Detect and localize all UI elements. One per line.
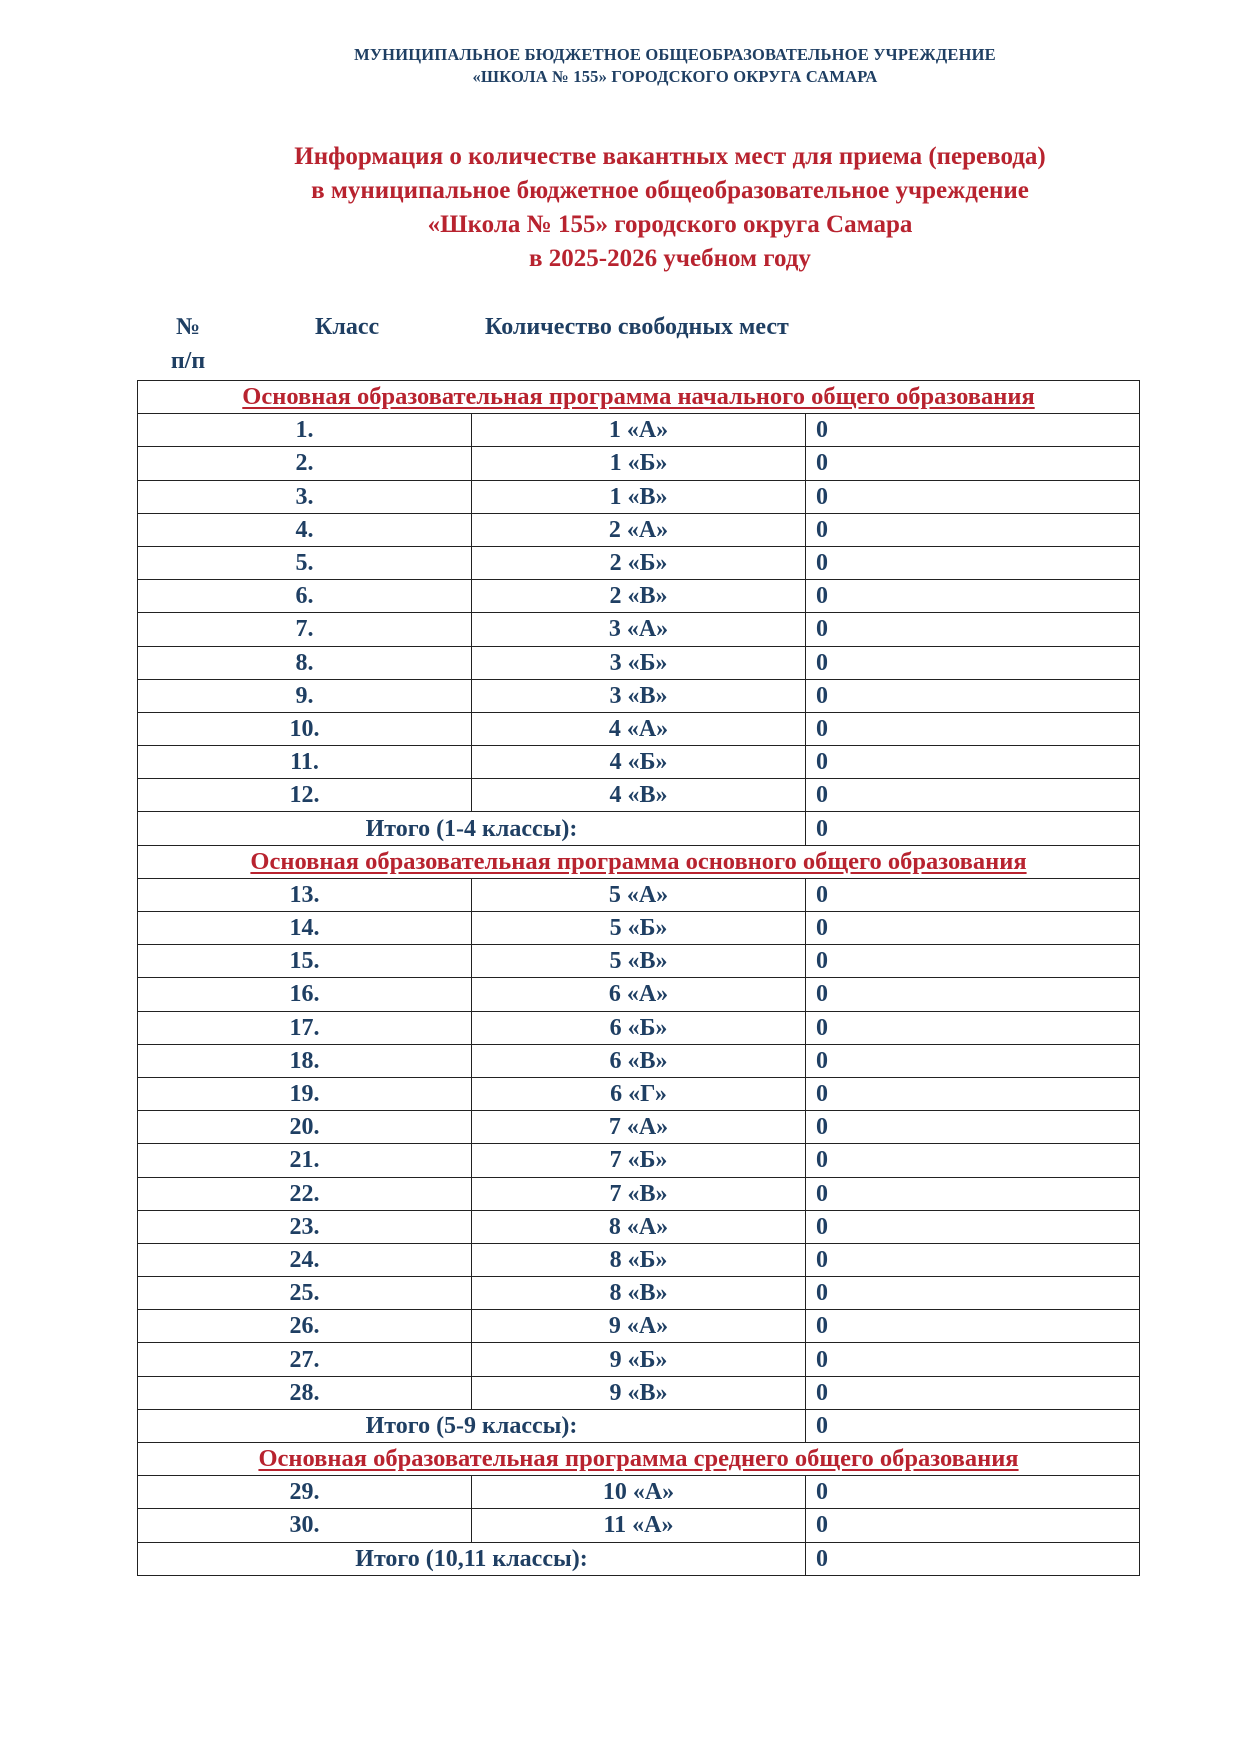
column-header-class: Класс — [315, 314, 380, 340]
row-number: 30. — [138, 1509, 472, 1542]
table-row — [138, 912, 1140, 945]
table-row — [138, 613, 1140, 646]
table-row — [138, 1243, 1140, 1276]
row-number: 27. — [138, 1343, 472, 1376]
row-number: 20. — [138, 1111, 472, 1144]
row-number: 4. — [138, 513, 472, 546]
title-line-2: в муниципальное бюджетное общеобразовательное учреждение — [311, 177, 1029, 204]
table-row — [138, 1077, 1140, 1110]
section-header-row — [138, 381, 1140, 414]
vacancies-table-body — [138, 381, 1140, 1576]
table-row — [138, 1210, 1140, 1243]
row-number: 23. — [138, 1210, 472, 1243]
vacancies-table — [137, 380, 1140, 1576]
free-places-value: 0 — [806, 1343, 1140, 1376]
class-name: 6 «Б» — [472, 1011, 806, 1044]
table-row — [138, 513, 1140, 546]
row-number: 25. — [138, 1277, 472, 1310]
class-name: 7 «Б» — [472, 1144, 806, 1177]
row-number: 9. — [138, 679, 472, 712]
table-row — [138, 1277, 1140, 1310]
class-name: 7 «А» — [472, 1111, 806, 1144]
free-places-value: 0 — [806, 414, 1140, 447]
row-number: 29. — [138, 1476, 472, 1509]
free-places-value: 0 — [806, 513, 1140, 546]
table-row — [138, 746, 1140, 779]
table-row — [138, 1376, 1140, 1409]
free-places-value: 0 — [806, 1144, 1140, 1177]
free-places-value: 0 — [806, 646, 1140, 679]
free-places-value: 0 — [806, 480, 1140, 513]
total-label: Итого (1-4 классы): — [138, 812, 806, 845]
org-line-2: «ШКОЛА № 155» ГОРОДСКОГО ОКРУГА САМАРА — [472, 67, 878, 86]
free-places-value: 0 — [806, 679, 1140, 712]
table-row — [138, 1144, 1140, 1177]
free-places-value: 0 — [806, 447, 1140, 480]
row-number: 3. — [138, 480, 472, 513]
organization-header — [0, 44, 1240, 88]
org-line-1: МУНИЦИПАЛЬНОЕ БЮДЖЕТНОЕ ОБЩЕОБРАЗОВАТЕЛЬНОЕ УЧРЕЖДЕНИЕ — [354, 45, 996, 64]
total-row — [138, 812, 1140, 845]
row-number: 16. — [138, 978, 472, 1011]
total-value: 0 — [806, 1409, 1140, 1442]
free-places-value: 0 — [806, 1376, 1140, 1409]
class-name: 2 «А» — [472, 513, 806, 546]
class-name: 3 «Б» — [472, 646, 806, 679]
free-places-value: 0 — [806, 1210, 1140, 1243]
free-places-value: 0 — [806, 613, 1140, 646]
row-number: 19. — [138, 1077, 472, 1110]
row-number: 21. — [138, 1144, 472, 1177]
class-name: 2 «Б» — [472, 546, 806, 579]
title-line-1: Информация о количестве вакантных мест для приема (перевода) — [294, 143, 1046, 170]
table-row — [138, 414, 1140, 447]
class-name: 5 «Б» — [472, 912, 806, 945]
row-number: 8. — [138, 646, 472, 679]
total-row — [138, 1409, 1140, 1442]
table-row — [138, 679, 1140, 712]
row-number: 28. — [138, 1376, 472, 1409]
class-name: 8 «Б» — [472, 1243, 806, 1276]
table-row — [138, 978, 1140, 1011]
total-label: Итого (10,11 классы): — [138, 1542, 806, 1575]
class-name: 1 «Б» — [472, 447, 806, 480]
free-places-value: 0 — [806, 1044, 1140, 1077]
row-number: 26. — [138, 1310, 472, 1343]
section-title: Основная образовательная программа среднего общего образования — [138, 1443, 1140, 1476]
free-places-value: 0 — [806, 1177, 1140, 1210]
class-name: 11 «А» — [472, 1509, 806, 1542]
free-places-value: 0 — [806, 746, 1140, 779]
class-name: 4 «В» — [472, 779, 806, 812]
total-value: 0 — [806, 812, 1140, 845]
class-name: 8 «В» — [472, 1277, 806, 1310]
document-title — [0, 140, 1240, 276]
free-places-value: 0 — [806, 1310, 1140, 1343]
free-places-value: 0 — [806, 1509, 1140, 1542]
class-name: 2 «В» — [472, 580, 806, 613]
row-number: 6. — [138, 580, 472, 613]
row-number: 14. — [138, 912, 472, 945]
class-name: 1 «В» — [472, 480, 806, 513]
class-name: 6 «А» — [472, 978, 806, 1011]
row-number: 22. — [138, 1177, 472, 1210]
table-row — [138, 1011, 1140, 1044]
class-name: 6 «В» — [472, 1044, 806, 1077]
row-number: 18. — [138, 1044, 472, 1077]
class-name: 7 «В» — [472, 1177, 806, 1210]
row-number: 10. — [138, 712, 472, 745]
table-row — [138, 1476, 1140, 1509]
free-places-value: 0 — [806, 978, 1140, 1011]
row-number: 2. — [138, 447, 472, 480]
row-number: 15. — [138, 945, 472, 978]
total-row — [138, 1542, 1140, 1575]
class-name: 4 «Б» — [472, 746, 806, 779]
row-number: 7. — [138, 613, 472, 646]
class-name: 5 «В» — [472, 945, 806, 978]
table-row — [138, 480, 1140, 513]
section-header-row — [138, 1443, 1140, 1476]
free-places-value: 0 — [806, 712, 1140, 745]
free-places-value: 0 — [806, 546, 1140, 579]
section-title: Основная образовательная программа начального общего образования — [138, 381, 1140, 414]
table-row — [138, 1111, 1140, 1144]
free-places-value: 0 — [806, 580, 1140, 613]
row-number: 13. — [138, 878, 472, 911]
column-header-number-line1: № — [175, 314, 201, 340]
total-label: Итого (5-9 классы): — [138, 1409, 806, 1442]
class-name: 1 «А» — [472, 414, 806, 447]
row-number: 24. — [138, 1243, 472, 1276]
section-title: Основная образовательная программа основного общего образования — [138, 845, 1140, 878]
free-places-value: 0 — [806, 1243, 1140, 1276]
class-name: 9 «А» — [472, 1310, 806, 1343]
title-line-4: в 2025-2026 учебном году — [529, 245, 811, 272]
title-line-3: «Школа № 155» городского округа Самара — [427, 211, 913, 238]
total-value: 0 — [806, 1542, 1140, 1575]
table-row — [138, 779, 1140, 812]
section-header-row — [138, 845, 1140, 878]
class-name: 6 «Г» — [472, 1077, 806, 1110]
column-headers — [0, 310, 1240, 380]
class-name: 9 «В» — [472, 1376, 806, 1409]
free-places-value: 0 — [806, 1476, 1140, 1509]
class-name: 5 «А» — [472, 878, 806, 911]
table-row — [138, 1343, 1140, 1376]
class-name: 4 «А» — [472, 712, 806, 745]
class-name: 3 «В» — [472, 679, 806, 712]
column-header-number-line2: п/п — [170, 348, 206, 374]
row-number: 17. — [138, 1011, 472, 1044]
table-row — [138, 1310, 1140, 1343]
table-row — [138, 580, 1140, 613]
row-number: 1. — [138, 414, 472, 447]
free-places-value: 0 — [806, 1111, 1140, 1144]
class-name: 9 «Б» — [472, 1343, 806, 1376]
table-row — [138, 1044, 1140, 1077]
free-places-value: 0 — [806, 1277, 1140, 1310]
class-name: 10 «А» — [472, 1476, 806, 1509]
table-row — [138, 1509, 1140, 1542]
column-header-number — [160, 310, 216, 378]
table-row — [138, 878, 1140, 911]
class-name: 3 «А» — [472, 613, 806, 646]
free-places-value: 0 — [806, 1077, 1140, 1110]
table-row — [138, 945, 1140, 978]
free-places-value: 0 — [806, 945, 1140, 978]
free-places-value: 0 — [806, 779, 1140, 812]
row-number: 11. — [138, 746, 472, 779]
table-row — [138, 1177, 1140, 1210]
column-header-free-places: Количество свободных мест — [485, 314, 789, 340]
table-row — [138, 546, 1140, 579]
row-number: 12. — [138, 779, 472, 812]
free-places-value: 0 — [806, 912, 1140, 945]
row-number: 5. — [138, 546, 472, 579]
table-row — [138, 646, 1140, 679]
class-name: 8 «А» — [472, 1210, 806, 1243]
free-places-value: 0 — [806, 1011, 1140, 1044]
free-places-value: 0 — [806, 878, 1140, 911]
table-row — [138, 712, 1140, 745]
table-row — [138, 447, 1140, 480]
